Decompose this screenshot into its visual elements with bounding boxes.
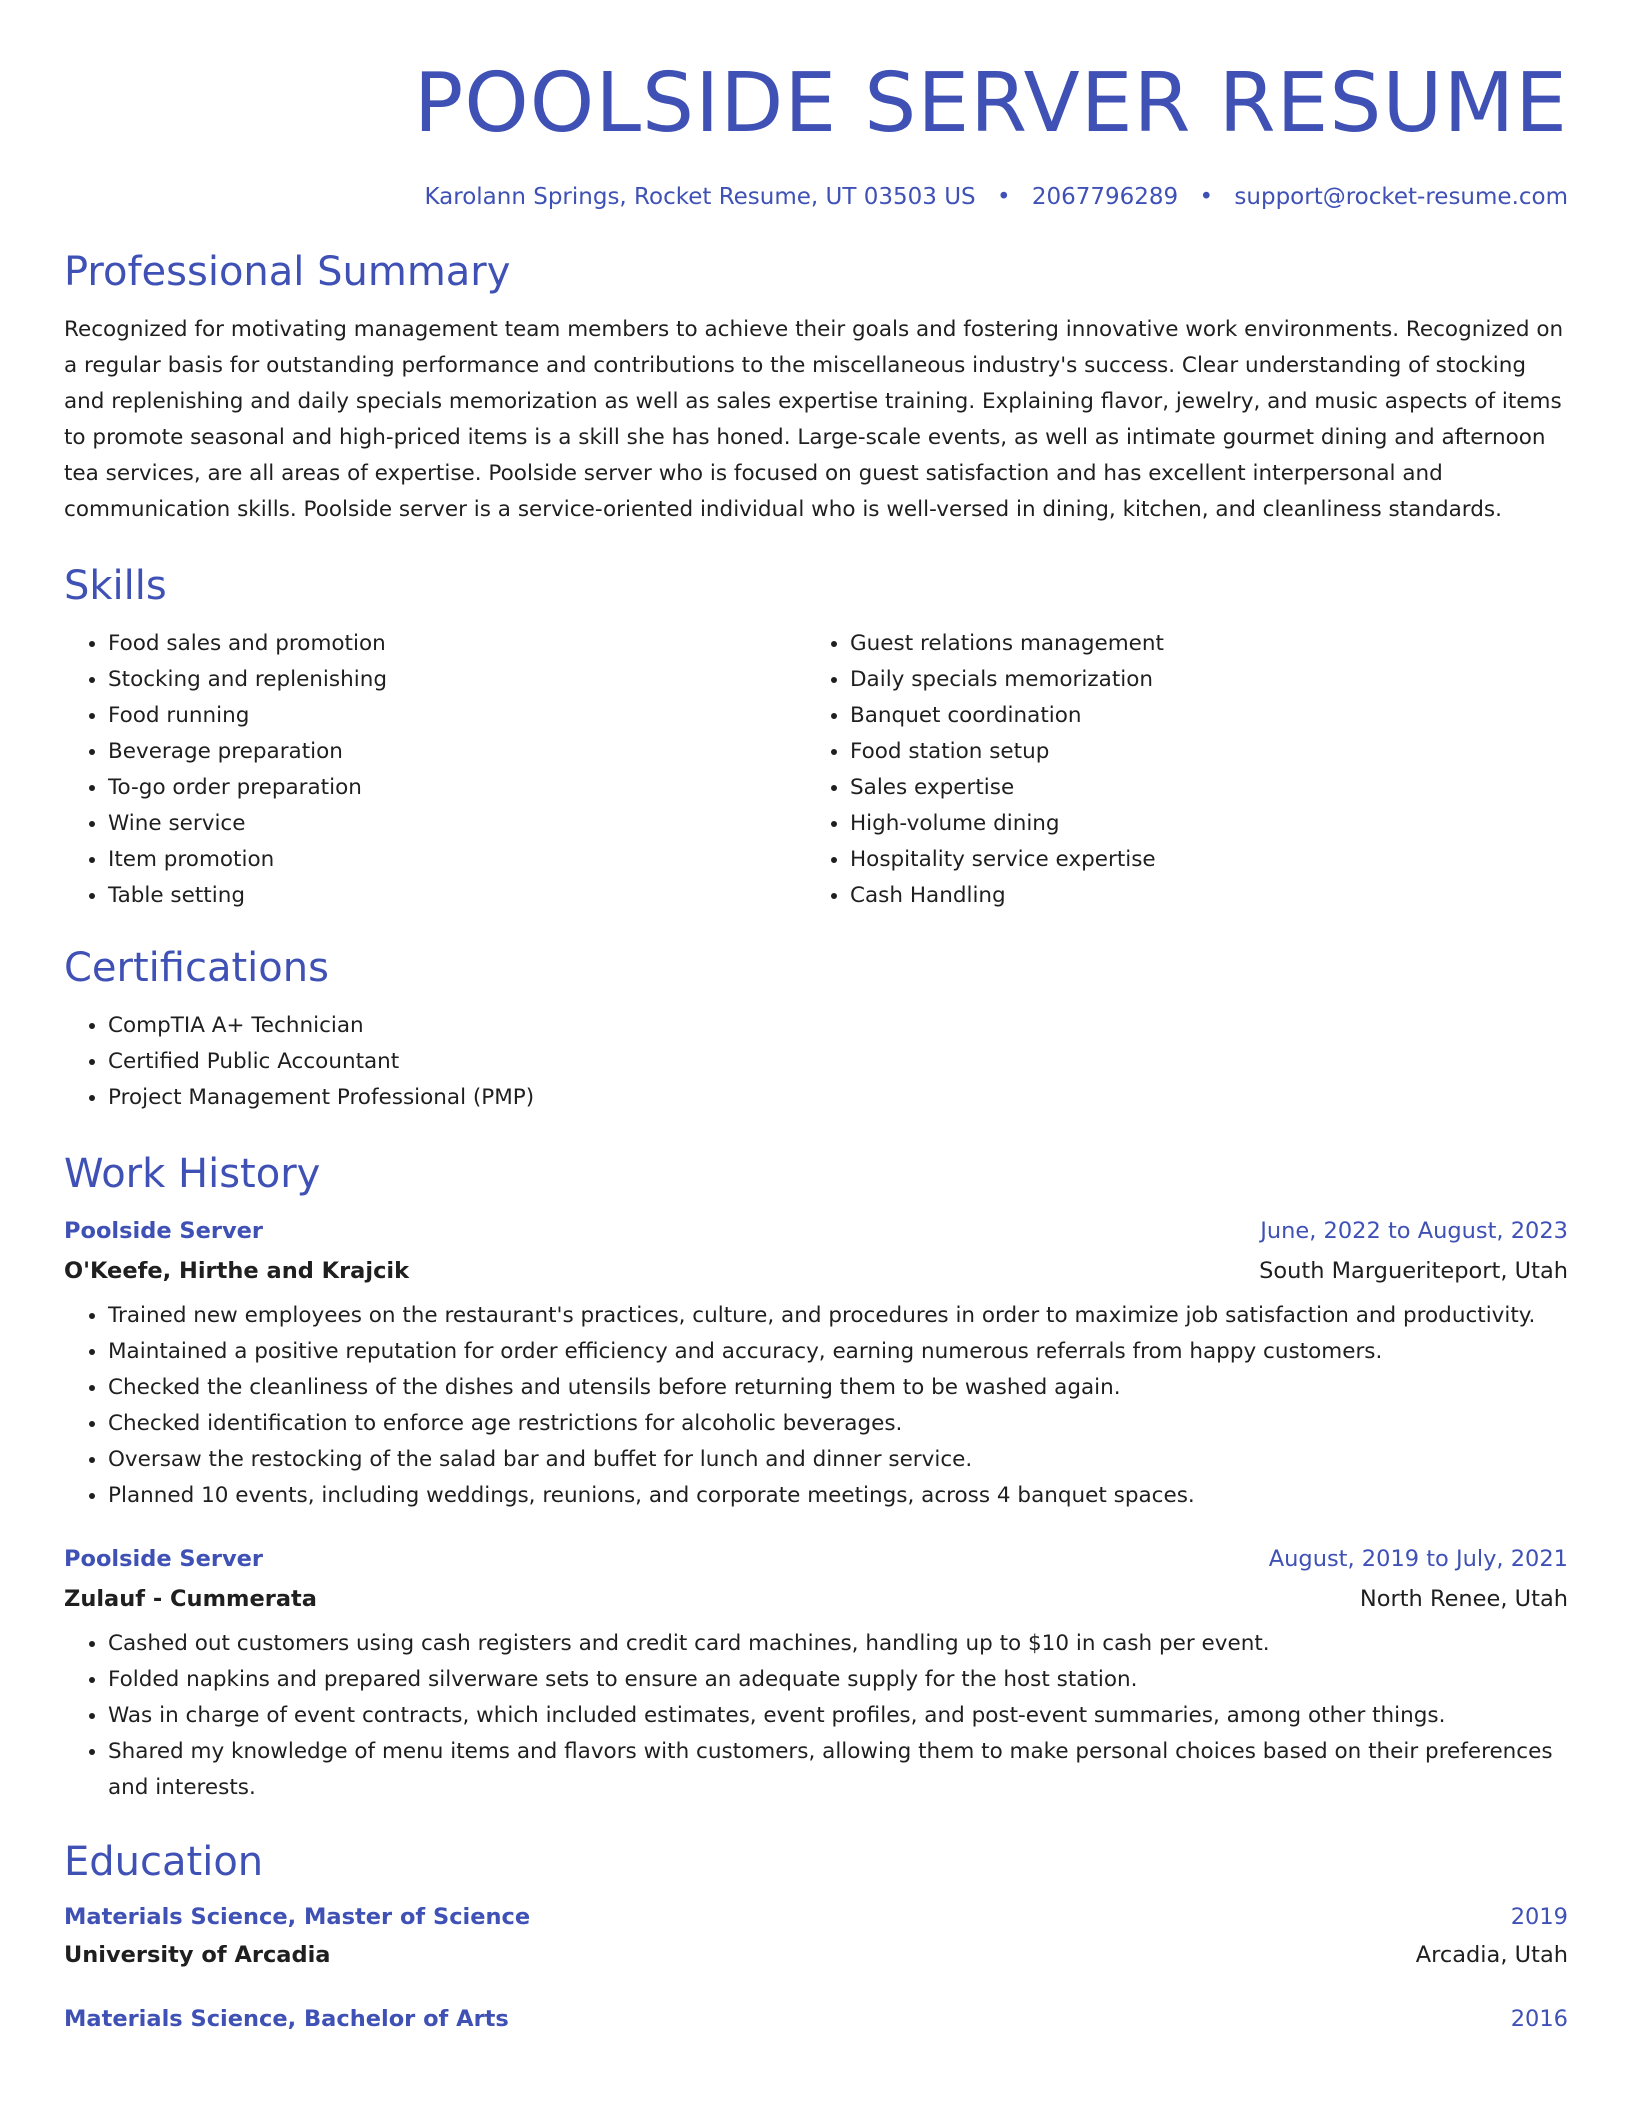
education-year: 2019 (1510, 1904, 1568, 1930)
job-location: South Margueriteport, Utah (1259, 1258, 1568, 1284)
contact-line (64, 184, 1568, 210)
job-role-row (64, 1216, 1568, 1246)
job-bullet: • Oversaw the restocking of the salad bar and buffet for lunch and dinner service. (108, 1442, 1568, 1478)
skill-item: • Food station setup (850, 734, 1568, 770)
job-company-row (64, 1256, 1568, 1286)
certifications-section (64, 944, 1568, 1116)
job-entry (64, 1544, 1568, 1806)
certifications-heading: Certifications (64, 945, 329, 991)
job-bullet: • Trained new employees on the restaurant's practices, culture, and procedures in order to maximize job satisfaction and productivity. (108, 1298, 1568, 1334)
job-bullet: • Was in charge of event contracts, which included estimates, event profiles, and post-event summaries, among other things. (108, 1698, 1568, 1734)
education-location: Arcadia, Utah (1415, 1942, 1568, 1968)
contact-phone: 2067796289 (1031, 184, 1179, 210)
skill-item: • Wine service (108, 806, 806, 842)
job-title: Poolside Server (64, 1546, 264, 1572)
job-dates: August, 2019 to July, 2021 (1268, 1546, 1568, 1572)
contact-separator: • (996, 184, 1011, 210)
skills-section (64, 562, 1568, 914)
job-bullet: • Folded napkins and prepared silverware sets to ensure an adequate supply for the host station. (108, 1662, 1568, 1698)
job-role-row (64, 1544, 1568, 1574)
education-degree-row (64, 2004, 1568, 2034)
skill-item: • Hospitality service expertise (850, 842, 1568, 878)
work-history-heading: Work History (64, 1151, 321, 1197)
skill-item: • Guest relations management (850, 626, 1568, 662)
contact-address: Karolann Springs, Rocket Resume, UT 03503 US (424, 184, 976, 210)
contact-email: support@rocket-resume.com (1234, 184, 1568, 210)
education-degree-row (64, 1902, 1568, 1932)
skills-list-left (64, 626, 806, 914)
summary-text: Recognized for motivating management team members to achieve their goals and fostering innovative work environments. Recognized on a regular basis for outstanding performance and contributions to the miscellaneous industry's success. Clear understanding of stocking and replenishing and daily specials memorization as well as sales expertise training. Explaining flavor, jewelry, and music aspects of items to promote seasonal and high-priced items is a skill she has honed. Large-scale events, as well as intimate gourmet dining and afternoon tea services, are all areas of expertise. Poolside server who is focused on guest satisfaction and has excellent interpersonal and communication skills. Poolside server is a service-oriented individual who is well-versed in dining, kitchen, and cleanliness standards. (64, 317, 1564, 522)
certification-item: • Certified Public Accountant (108, 1044, 1568, 1080)
resume-title: POOLSIDE SERVER RESUME (413, 56, 1568, 151)
skill-item: • Item promotion (108, 842, 806, 878)
skill-item: • Food running (108, 698, 806, 734)
education-entry (64, 2004, 1568, 2034)
education-section (64, 1838, 1568, 2034)
work-history-section (64, 1150, 1568, 1806)
skills-list-right (806, 626, 1568, 914)
job-dates: June, 2022 to August, 2023 (1260, 1218, 1568, 1244)
education-degree: Materials Science, Master of Science (64, 1904, 531, 1930)
job-company: Zulauf - Cummerata (64, 1586, 317, 1612)
job-bullets (64, 1626, 1568, 1806)
education-entry (64, 1902, 1568, 1970)
job-bullet: • Cashed out customers using cash registers and credit card machines, handling up to $10 in cash per event. (108, 1626, 1568, 1662)
education-heading: Education (64, 1839, 264, 1885)
job-title: Poolside Server (64, 1218, 264, 1244)
job-location: North Renee, Utah (1359, 1586, 1568, 1612)
skill-item: • To-go order preparation (108, 770, 806, 806)
skill-item: • Table setting (108, 878, 806, 914)
skill-item: • Beverage preparation (108, 734, 806, 770)
skill-item: • Stocking and replenishing (108, 662, 806, 698)
job-bullet: • Checked the cleanliness of the dishes and utensils before returning them to be washed again. (108, 1370, 1568, 1406)
certification-item: • Project Management Professional (PMP) (108, 1080, 1568, 1116)
job-bullet: • Checked identification to enforce age restrictions for alcoholic beverages. (108, 1406, 1568, 1442)
job-bullet: • Shared my knowledge of menu items and flavors with customers, allowing them to make personal choices based on their preferences and interests. (108, 1734, 1568, 1806)
skill-item: • Daily specials memorization (850, 662, 1568, 698)
skill-item: • Cash Handling (850, 878, 1568, 914)
education-school: University of Arcadia (64, 1942, 331, 1968)
skill-item: • Food sales and promotion (108, 626, 806, 662)
education-school-row (64, 1940, 1568, 1970)
job-entry (64, 1216, 1568, 1514)
skill-item: • Sales expertise (850, 770, 1568, 806)
summary-heading: Professional Summary (64, 249, 511, 295)
certification-item: • CompTIA A+ Technician (108, 1008, 1568, 1044)
job-bullet: • Planned 10 events, including weddings, reunions, and corporate meetings, across 4 banquet spaces. (108, 1478, 1568, 1514)
summary-section (64, 248, 1568, 528)
education-year: 2016 (1510, 2006, 1568, 2032)
skills-grid (64, 626, 1568, 914)
contact-separator: • (1199, 184, 1214, 210)
skill-item: • High-volume dining (850, 806, 1568, 842)
skills-heading: Skills (64, 563, 167, 609)
certifications-list (64, 1008, 1568, 1116)
job-company: O'Keefe, Hirthe and Krajcik (64, 1258, 410, 1284)
job-bullets (64, 1298, 1568, 1514)
education-degree: Materials Science, Bachelor of Arts (64, 2006, 509, 2032)
skill-item: • Banquet coordination (850, 698, 1568, 734)
job-company-row (64, 1584, 1568, 1614)
job-bullet: • Maintained a positive reputation for order efficiency and accuracy, earning numerous referrals from happy customers. (108, 1334, 1568, 1370)
